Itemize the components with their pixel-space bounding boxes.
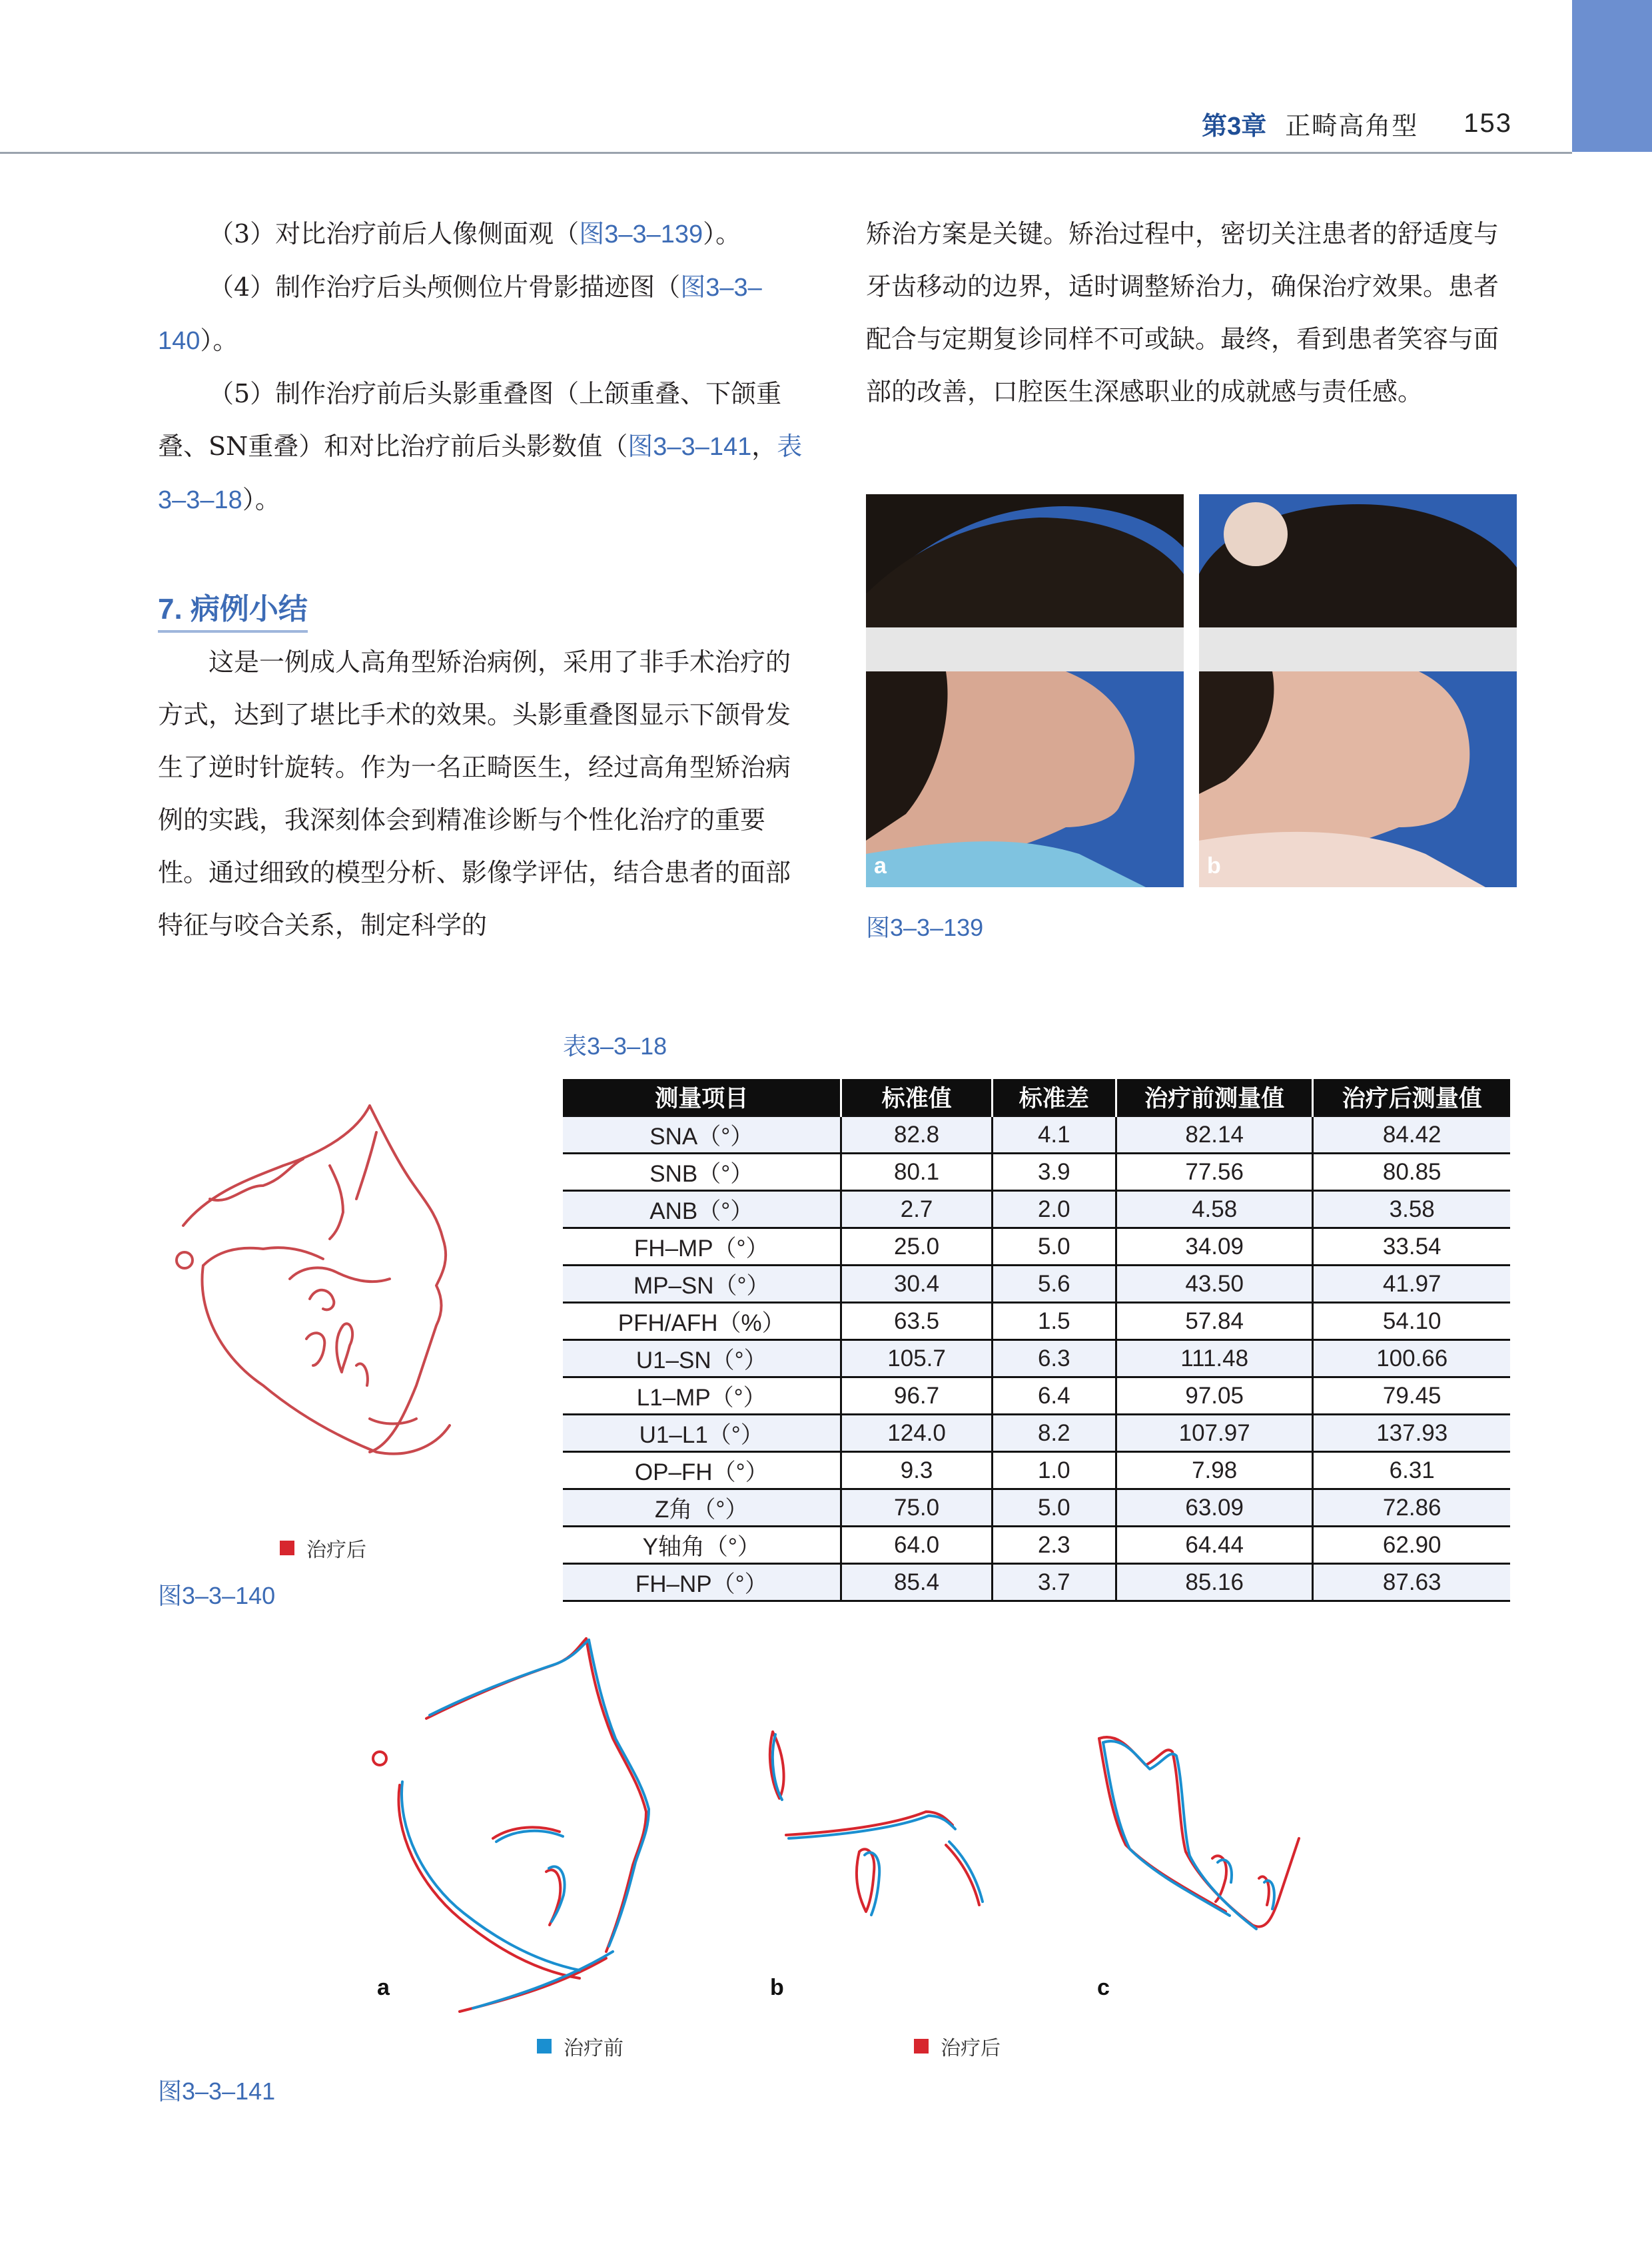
measurement-name: U1–SN（°）: [563, 1340, 841, 1377]
measurement-value: 5.0: [992, 1228, 1116, 1266]
step-3-end: ）。: [703, 219, 741, 248]
measurement-value: 25.0: [841, 1228, 992, 1266]
measurement-value: 43.50: [1116, 1266, 1313, 1303]
summary-continuation: [866, 208, 1512, 418]
measurement-value: 105.7: [841, 1340, 992, 1377]
legend-label-before: 治疗前: [564, 2038, 623, 2059]
measurement-value: 96.7: [841, 1377, 992, 1415]
column-header: 治疗前测量值: [1116, 1079, 1313, 1116]
table-title: 表3–3–18: [563, 1032, 667, 1060]
table-row: [563, 1489, 1510, 1527]
table-row: [563, 1452, 1510, 1489]
figure-140-caption: 图3–3–140: [158, 1582, 276, 1609]
measurement-name: Z角（°）: [563, 1489, 841, 1527]
table-row: [563, 1564, 1510, 1601]
table-row: [563, 1266, 1510, 1303]
step-3: [158, 208, 804, 261]
legend-swatch-after: [914, 2039, 929, 2054]
table-row: [563, 1377, 1510, 1415]
measurement-value: 85.4: [841, 1564, 992, 1601]
header-rule: [0, 152, 1572, 154]
measurement-name: SNA（°）: [563, 1116, 841, 1154]
measurement-value: 1.5: [992, 1303, 1116, 1340]
measurement-value: 33.54: [1313, 1228, 1510, 1266]
measurement-value: 3.7: [992, 1564, 1116, 1601]
profile-photo-before-art: [866, 494, 1184, 887]
measurement-value: 80.85: [1313, 1154, 1510, 1191]
measurement-value: 100.66: [1313, 1340, 1510, 1377]
measurement-value: 6.31: [1313, 1452, 1510, 1489]
measurement-value: 87.63: [1313, 1564, 1510, 1601]
measurement-value: 57.84: [1116, 1303, 1313, 1340]
measurement-name: SNB（°）: [563, 1154, 841, 1191]
eye-mask-band: [866, 627, 1184, 671]
profile-photo-after-art: [1199, 494, 1517, 887]
figure-ref-139[interactable]: 图3–3–139: [579, 220, 703, 248]
table-row: [563, 1340, 1510, 1377]
measurement-value: 54.10: [1313, 1303, 1510, 1340]
table-row: [563, 1228, 1510, 1266]
legend-swatch-before: [537, 2039, 552, 2054]
eye-mask-band: [1199, 627, 1517, 671]
measurement-name: Y轴角（°）: [563, 1527, 841, 1564]
chapter-tab: [1572, 0, 1652, 152]
legend-swatch-after: [280, 1541, 294, 1555]
measurement-value: 75.0: [841, 1489, 992, 1527]
table-row: [563, 1116, 1510, 1154]
step-4-end: ）。: [200, 326, 238, 355]
measurement-value: 8.2: [992, 1415, 1116, 1452]
measurement-name: PFH/AFH（%）: [563, 1303, 841, 1340]
summary-text: 这是一例成人高角型矫治病例，采用了非手术治疗的方式，达到了堪比手术的效果。头影重叠图显示下颌骨发生了逆时针旋转。作为一名正畸医生，经过高角型矫治病例的实践，我深刻体会到精准诊断与个性化治疗的重要性。通过细致的模型分析、影像学评估，结合患者的面部特征与咬合关系，制定科学的: [158, 647, 791, 940]
table-header-row: [563, 1079, 1510, 1116]
legend-label-after: 治疗后: [941, 2038, 1001, 2059]
measurement-value: 5.0: [992, 1489, 1116, 1527]
measurement-value: 63.09: [1116, 1489, 1313, 1527]
measurement-value: 97.05: [1116, 1377, 1313, 1415]
table-body: [563, 1116, 1510, 1601]
ceph-tracing-after: [170, 1106, 503, 1479]
legend-before: [537, 2032, 623, 2061]
measurement-value: 41.97: [1313, 1266, 1510, 1303]
step-4-text: （4）制作治疗后头颅侧位片骨影描迹图（: [208, 272, 681, 302]
superimposition-mandible: [1092, 1725, 1312, 1938]
measurement-value: 4.58: [1116, 1191, 1313, 1228]
profile-photo-after: [1199, 494, 1517, 887]
measurement-value: 2.0: [992, 1191, 1116, 1228]
measurement-name: L1–MP（°）: [563, 1377, 841, 1415]
measurement-value: 80.1: [841, 1154, 992, 1191]
column-header: 标准值: [841, 1079, 992, 1116]
measurement-name: MP–SN（°）: [563, 1266, 841, 1303]
panel-label-a: a: [377, 1975, 390, 2000]
table-row: [563, 1527, 1510, 1564]
step-5-sep: ，: [751, 432, 777, 461]
column-header: 测量项目: [563, 1079, 841, 1116]
measurement-name: FH–NP（°）: [563, 1564, 841, 1601]
superimposition-maxilla: [759, 1718, 1006, 1938]
measurement-value: 85.16: [1116, 1564, 1313, 1601]
measurement-value: 62.90: [1313, 1527, 1510, 1564]
measurement-value: 64.0: [841, 1527, 992, 1564]
measurement-name: FH–MP（°）: [563, 1228, 841, 1266]
figure-139-caption: 图3–3–139: [866, 914, 984, 941]
measurement-value: 1.0: [992, 1452, 1116, 1489]
table-row: [563, 1154, 1510, 1191]
step-4: [158, 261, 804, 368]
measurement-value: 72.86: [1313, 1489, 1510, 1527]
running-head: [1202, 107, 1512, 140]
case-summary: [158, 636, 804, 952]
chapter-title: 正畸高角型: [1285, 112, 1419, 141]
step-5: [158, 368, 804, 527]
panel-label-c: c: [1097, 1975, 1110, 2000]
measurement-name: OP–FH（°）: [563, 1452, 841, 1489]
legend-after-140: [280, 1533, 366, 1563]
page-number: 153: [1463, 108, 1512, 138]
measurement-name: ANB（°）: [563, 1191, 841, 1228]
measurement-value: 4.1: [992, 1116, 1116, 1154]
table-ref-18[interactable]: 表3–3–18: [158, 433, 803, 514]
measurement-value: 137.93: [1313, 1415, 1510, 1452]
measurement-value: 124.0: [841, 1415, 992, 1452]
measurement-value: 6.3: [992, 1340, 1116, 1377]
measurement-value: 3.9: [992, 1154, 1116, 1191]
panel-label-b: b: [770, 1975, 784, 2000]
measurement-value: 2.7: [841, 1191, 992, 1228]
measurement-value: 64.44: [1116, 1527, 1313, 1564]
measurement-value: 111.48: [1116, 1340, 1313, 1377]
measurement-value: 84.42: [1313, 1116, 1510, 1154]
measurement-name: U1–L1（°）: [563, 1415, 841, 1452]
figure-ref-140[interactable]: 图3–3–140: [158, 274, 762, 355]
measurement-value: 30.4: [841, 1266, 992, 1303]
measurement-value: 9.3: [841, 1452, 992, 1489]
measurement-value: 7.98: [1116, 1452, 1313, 1489]
cephalometric-table: [563, 1079, 1510, 1602]
measurement-value: 79.45: [1313, 1377, 1510, 1415]
chapter-number: 第3章: [1202, 112, 1267, 141]
table-row: [563, 1303, 1510, 1340]
steps-list: [158, 208, 804, 527]
measurement-value: 34.09: [1116, 1228, 1313, 1266]
measurement-value: 63.5: [841, 1303, 992, 1340]
step-5-end: ）。: [242, 485, 280, 514]
step-5-text: （5）制作治疗前后头影重叠图（上颌重叠、下颌重叠、SN重叠）和对比治疗前后头影数值（: [158, 379, 782, 461]
column-header: 标准差: [992, 1079, 1116, 1116]
profile-photo-before: [866, 494, 1184, 887]
measurement-value: 77.56: [1116, 1154, 1313, 1191]
continuation-text: 矫治方案是关键。矫治过程中，密切关注患者的舒适度与牙齿移动的边界，适时调整矫治力，确保治疗效果。患者配合与定期复诊同样不可或缺。最终，看到患者笑容与面部的改善，口腔医生深感职业的成就感与责任感。: [866, 219, 1499, 406]
photo-label-a: a: [874, 853, 887, 879]
legend-after: [914, 2032, 1001, 2061]
measurement-value: 82.8: [841, 1116, 992, 1154]
measurement-value: 82.14: [1116, 1116, 1313, 1154]
measurement-value: 6.4: [992, 1377, 1116, 1415]
measurement-value: 3.58: [1313, 1191, 1510, 1228]
table-row: [563, 1191, 1510, 1228]
figure-ref-141[interactable]: 图3–3–141: [627, 433, 752, 461]
measurement-value: 5.6: [992, 1266, 1116, 1303]
figure-141-caption: 图3–3–141: [158, 2077, 276, 2105]
table-row: [563, 1415, 1510, 1452]
photo-label-b: b: [1207, 853, 1221, 879]
legend-label-after: 治疗后: [306, 1539, 366, 1561]
measurement-value: 107.97: [1116, 1415, 1313, 1452]
measurement-value: 2.3: [992, 1527, 1116, 1564]
section-title: 7. 病例小结: [158, 585, 308, 633]
superimposition-sn: [360, 1639, 706, 2012]
column-header: 治疗后测量值: [1313, 1079, 1510, 1116]
step-3-text: （3）对比治疗前后人像侧面观（: [208, 219, 580, 248]
